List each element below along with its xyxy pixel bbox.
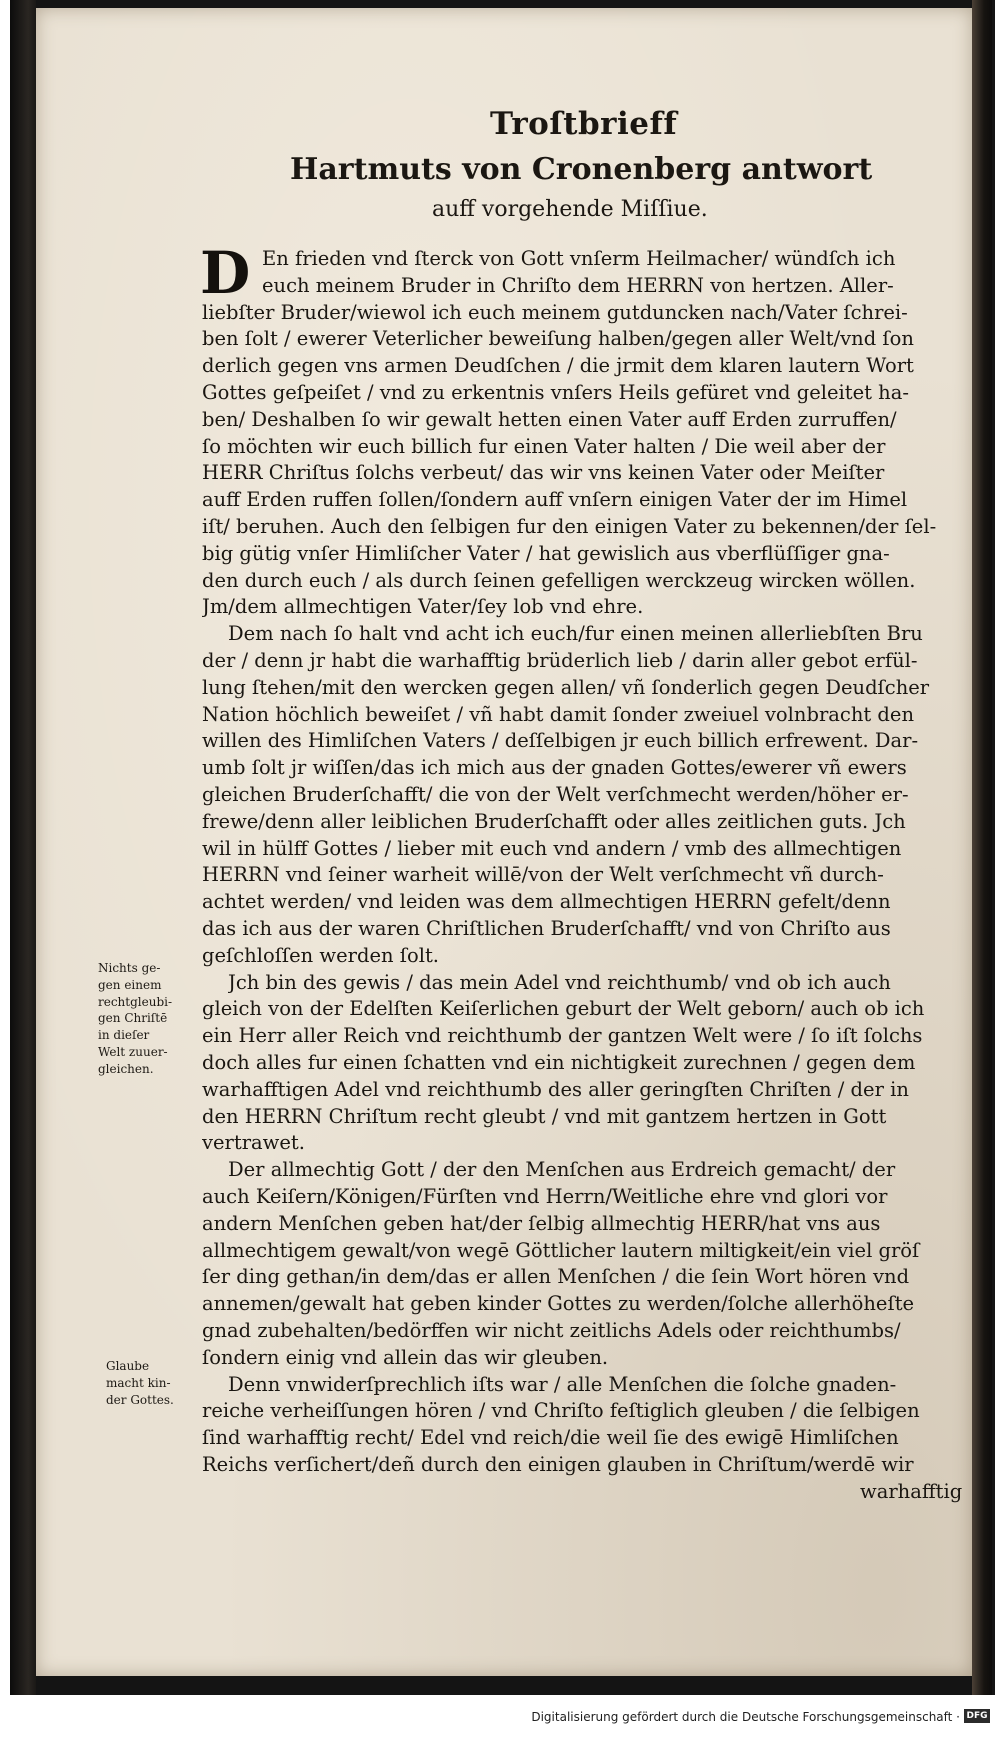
text-line: doch alles fur einen ſchatten vnd ein nichtigkeit zurechnen / gegen dem xyxy=(202,1051,916,1074)
text-line: der / denn jr habt die warhafftig brüderlich lieb / darin aller gebot erfül- xyxy=(202,649,918,672)
text-line: auch Keiſern/Königen/Fürſten vnd Herrn/Weitliche ehre vnd glori vor xyxy=(202,1185,888,1208)
text-line: liebſter Bruder/wiewol ich euch meinem gutduncken nach/Vater ſchrei- xyxy=(202,300,908,324)
page-subtitle-line2: auff vorgehende Miſſiue. xyxy=(432,197,708,222)
text-line: Reichs verſichert/deñ durch den einigen glauben in Chriſtum/werdē wir xyxy=(202,1453,914,1476)
text-line: HERR Chriſtus ſolchs verbeut/ das wir vns keinen Vater oder Meiſter xyxy=(202,461,885,485)
text-line: Der allmechtig Gott / der den Menſchen aus Erdreich gemacht/ der xyxy=(228,1158,896,1182)
text-line: big gütig vnſer Himliſcher Vater / hat gewislich aus vberflüſſiger gna- xyxy=(202,541,890,565)
text-line: ben ſolt / ewerer Veterlicher beweiſung halben/gegen aller Welt/vnd ſon xyxy=(202,327,914,351)
text-line: Dem nach ſo halt vnd acht ich euch/fur einen meinen allerliebſten Bru xyxy=(228,622,923,646)
text-line: andern Menſchen geben hat/der ſelbig allmechtig HERR/hat vns aus xyxy=(202,1211,881,1235)
margin-note-line: Welt zuuer- xyxy=(98,1044,168,1059)
text-line: warhafftig xyxy=(860,1479,963,1503)
dfg-logo: DFG xyxy=(964,1709,990,1723)
text-line: gleich von der Edelſten Keiſerlichen geburt der Welt geborn/ auch ob ich xyxy=(202,997,925,1021)
margin-note-nichts xyxy=(98,960,196,1078)
footer-bar xyxy=(0,1707,1000,1733)
text-line: willen des Himliſchen Vaters / deſſelbigen jr euch billich erfrewent. Dar- xyxy=(202,729,919,753)
text-line: ſer ding gethan/in dem/das er allen Menſchen / die ſein Wort hören vnd xyxy=(202,1265,910,1289)
text-line: ſondern einig vnd allein das wir gleuben. xyxy=(202,1345,609,1369)
text-line: Nation höchlich beweiſet / vñ habt damit ſonder zweiuel volnbracht den xyxy=(202,702,914,726)
margin-note-line: gleichen. xyxy=(98,1061,154,1076)
text-line: lung ſtehen/mit den wercken gegen allen/ vñ ſonderlich gegen Deudſcher xyxy=(202,675,930,699)
text-line: frewe/denn aller leiblichen Bruderſchafft oder alles zeitlichen guts. Jch xyxy=(202,809,906,833)
text-line: ſo möchten wir euch billich fur einen Vater halten / Die weil aber der xyxy=(202,434,886,458)
margin-note-line: Nichts ge- xyxy=(98,961,161,975)
text-line: euch meinem Bruder in Chriſto dem HERRN von hertzen. Aller- xyxy=(262,273,894,297)
footer-credit: Digitalisierung gefördert durch die Deutsche Forschungsgemeinschaft · xyxy=(531,1710,960,1724)
text-line: den durch euch / als durch ſeinen gefelligen werckzeug wircken wöllen. xyxy=(202,568,916,592)
text-line: wil in hülff Gottes / lieber mit euch vnd andern / vmb des allmechtigen xyxy=(202,836,902,860)
text-line: auff Erden ruffen ſollen/ſondern auff vnſern einigen Vater der im Himel xyxy=(202,488,908,512)
text-line: Jch bin des gewis / das mein Adel vnd reichthumb/ vnd ob ich auch xyxy=(228,970,891,994)
text-line: annemen/gewalt hat geben kinder Gottes zu werden/ſolche allerhöheſte xyxy=(202,1292,915,1316)
margin-note-line: gen einem xyxy=(98,977,162,992)
text-line: derlich gegen vns armen Deudſchen / die jrmit dem klaren lautern Wort xyxy=(202,354,914,378)
text-line: ben/ Deshalben ſo wir gewalt hetten einen Vater auff Erden zurruffen/ xyxy=(202,407,897,431)
margin-note-line: macht kin- xyxy=(106,1375,171,1390)
text-line: vertrawet. xyxy=(202,1131,305,1155)
text-line: ſind warhafftig recht/ Edel vnd reich/die weil ſie des ewigē Himliſchen xyxy=(202,1426,899,1450)
text-line: En frieden vnd ſterck von Gott vnſerm Heilmacher/ wündſch ich xyxy=(262,247,896,270)
text-line: reiche verheiſſungen hören / vnd Chriſto feſtiglich gleuben / die ſelbigen xyxy=(202,1399,920,1423)
margin-note-line: Glaube xyxy=(106,1359,150,1373)
text-line: allmechtigem gewalt/von wegē Göttlicher lautern miltigkeit/ein viel gröſ xyxy=(202,1238,920,1262)
text-line: Gottes geſpeiſet / vnd zu erkentnis vnſers Heils gefüret vnd geleitet ha- xyxy=(202,381,909,404)
drop-cap: D xyxy=(200,239,251,307)
text-line: HERRN vnd ſeiner warheit willē/von der Welt verſchmecht vñ durch- xyxy=(202,863,884,887)
text-line: ein Herr aller Reich vnd reichthumb der gantzen Welt were / ſo iſt ſolchs xyxy=(202,1024,923,1048)
margin-note-glaube xyxy=(106,1358,204,1408)
margin-note-line: gen Chriſtē xyxy=(98,1011,168,1026)
text-line: iſt/ beruhen. Auch den ſelbigen fur den einigen Vater zu bekennen/der ſel- xyxy=(202,515,937,538)
margin-note-line: in dieſer xyxy=(98,1028,150,1043)
page-title: Troſtbrieff xyxy=(490,106,678,142)
text-line: Denn vnwiderſprechlich iſts war / alle Menſchen die ſolche gnaden- xyxy=(228,1372,897,1396)
text-line: den HERRN Chriſtum recht gleubt / vnd mit gantzem hertzen in Gott xyxy=(202,1104,887,1128)
text-line: das ich aus der waren Chriſtlichen Bruderſchafft/ vnd von Chriſto aus xyxy=(202,917,891,940)
text-line: achtet werden/ vnd leiden was dem allmechtigen HERRN gefelt/denn xyxy=(202,890,891,914)
text-line: Jm/dem allmechtigen Vater/ſey lob vnd ehre. xyxy=(202,595,644,619)
text-line: warhafftigen Adel vnd reichthumb des aller geringſten Chriſten / der in xyxy=(202,1077,909,1101)
text-line: gleichen Bruderſchafft/ die von der Welt verſchmecht werden/höher er- xyxy=(202,783,909,806)
margin-note-line: rechtgleubi- xyxy=(98,994,173,1009)
margin-note-line: der Gottes. xyxy=(106,1392,174,1407)
text-line: umb ſolt jr wiſſen/das ich mich aus der gnaden Gottes/ewerer vñ ewers xyxy=(202,756,907,780)
text-line: geſchloſſen werden ſolt. xyxy=(202,943,439,967)
page-subtitle: Hartmuts von Cronenberg antwort xyxy=(290,152,873,187)
text-line: gnad zubehalten/bedörffen wir nicht zeitlichs Adels oder reichthumbs/ xyxy=(202,1319,901,1342)
